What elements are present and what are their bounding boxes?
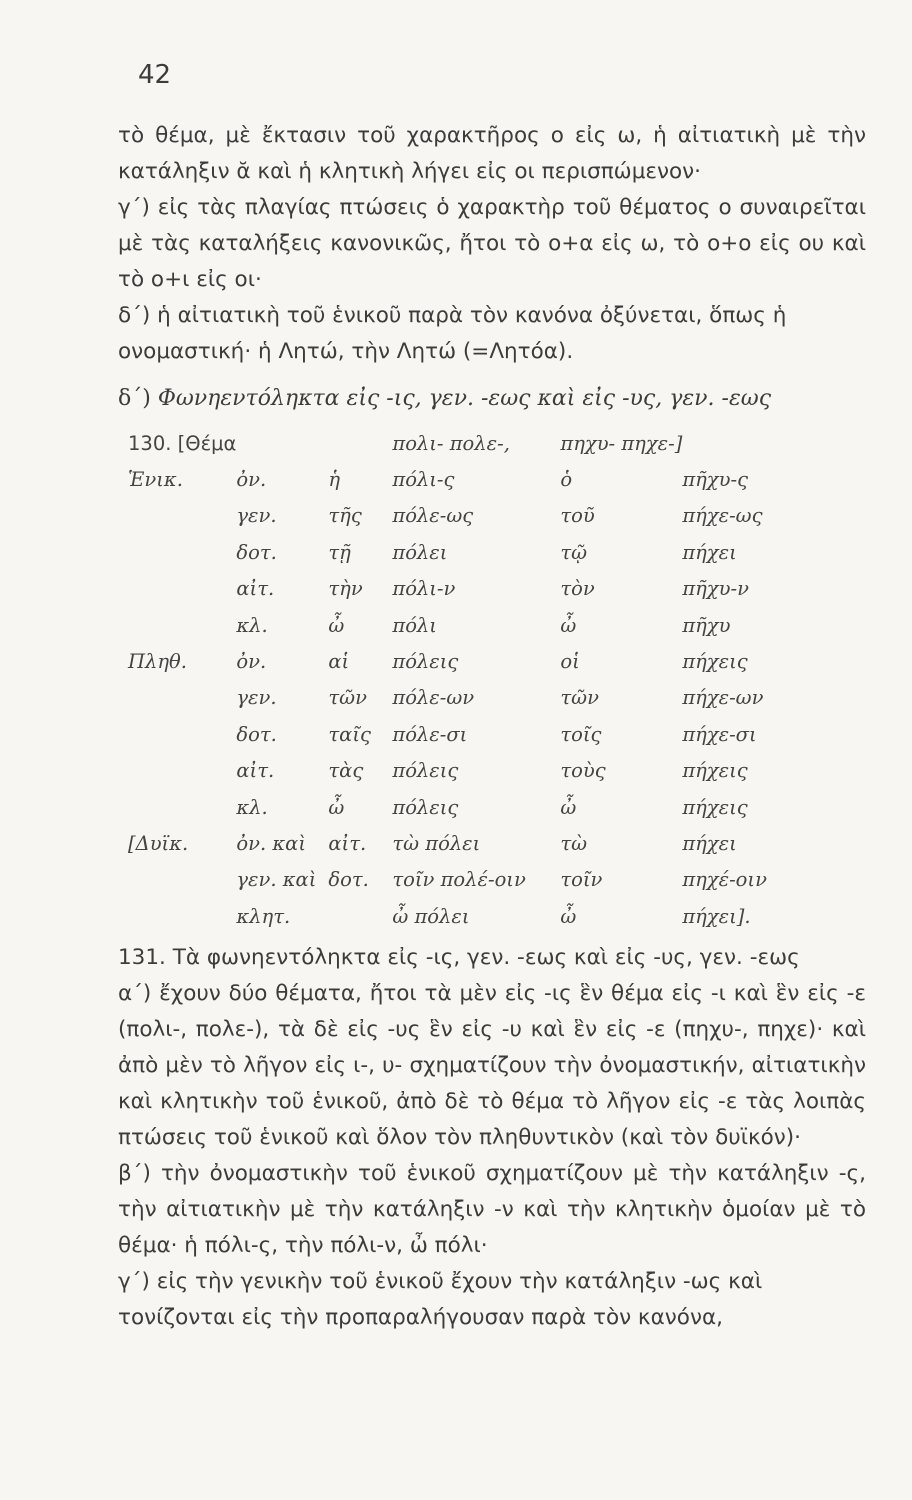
table-cell — [128, 534, 236, 570]
table-cell: κλητ. — [236, 904, 291, 928]
table-cell: τῶν — [328, 686, 367, 710]
table-row — [128, 534, 842, 570]
table-cell: τοῖς — [560, 722, 602, 746]
table-cell — [128, 716, 236, 752]
table-cell: πόλε-σι — [392, 722, 468, 746]
table-cell: τὴν — [328, 577, 363, 601]
table-cell — [128, 753, 236, 789]
table-cell: κλ. — [236, 613, 268, 637]
page-number: 42 — [138, 60, 172, 90]
table-cell: ὦ — [328, 795, 345, 819]
table-cell: πόλι — [392, 613, 437, 637]
table-cell: πόλεις — [392, 759, 459, 783]
table-cell: γεν. — [236, 504, 277, 528]
table-cell: πηχυ- πηχε-] — [560, 431, 683, 455]
table-cell: Πληθ. — [128, 650, 187, 674]
table-row — [128, 716, 842, 752]
table-row — [128, 461, 842, 497]
table-row — [128, 753, 842, 789]
table-cell: οἱ — [560, 650, 580, 674]
table-cell: τῶν — [560, 686, 599, 710]
table-cell: ὀν. — [236, 650, 267, 674]
table-cell: τῆς — [328, 504, 362, 528]
table-cell: γεν. — [236, 686, 277, 710]
intro-paragraph: γ΄) εἰς τὰς πλαγίας πτώσεις ὁ χαρακτὴρ τοῦ θέματος ο συναιρεῖται μὲ τὰς καταλήξεις κανονικῶς, ἤτοι τὸ ο+α εἰς ω, τὸ ο+ο εἰς ου καὶ τὸ ο+ι εἰς οι· — [118, 195, 866, 292]
table-cell: πήχε-σι — [682, 722, 757, 746]
table-cell: ὦ — [328, 613, 345, 637]
table-cell: αἱ — [328, 650, 350, 674]
intro-text — [118, 118, 866, 370]
table-cell: ὦ — [560, 904, 577, 928]
table-cell: πόλι-ν — [392, 577, 456, 601]
table-cell: τοῦ — [560, 504, 595, 528]
body-paragraph: 131. Τὰ φωνηεντόληκτα εἰς -ις, γεν. -εως καὶ εἰς -υς, γεν. -εως — [118, 945, 800, 970]
table-cell: ἡ — [328, 468, 341, 492]
table-cell: πῆχυ — [682, 613, 731, 637]
table-cell: ταῖς — [328, 722, 371, 746]
body-paragraph: γ΄) εἰς τὴν γενικὴν τοῦ ἑνικοῦ ἔχουν τὴν κατάληξιν -ως καὶ τονίζονται εἰς τὴν προπαραλήγουσαν παρὰ τὸν κανόνα, — [118, 1269, 763, 1330]
table-cell — [328, 425, 392, 461]
table-cell — [128, 607, 236, 643]
table-cell: πήχε-ων — [682, 686, 764, 710]
section-heading-prefix: δ΄) — [118, 386, 151, 411]
table-cell: ὁ — [560, 468, 573, 492]
table-cell: γεν. καὶ — [236, 868, 317, 892]
body-paragraph: β΄) τὴν ὀνομαστικὴν τοῦ ἑνικοῦ σχηματίζουν μὲ τὴν κατάληξιν -ς, τὴν αἰτιατικὴν μὲ τὴν κατάληξιν -ν καὶ τὴν κλητικὴν ὁμοίαν μὲ τὸ θέμα· ἡ πόλι-ς, τὴν πόλι-ν, ὦ πόλι· — [118, 1161, 866, 1258]
table-cell: τῇ — [328, 540, 351, 564]
table-cell — [236, 425, 328, 461]
table-cell — [128, 498, 236, 534]
table-cell: πῆχυ-ς — [682, 468, 748, 492]
table-cell: πήχεις — [682, 795, 748, 819]
table-cell: τοῖν πολέ-οιν — [392, 868, 526, 892]
table-cell: πόλει — [392, 540, 448, 564]
table-cell: τοῖν — [560, 868, 603, 892]
table-cell: Ἑνικ. — [128, 468, 183, 492]
section-heading-text: Φωνηεντόληκτα εἰς -ις, γεν. -εως καὶ εἰς -υς, γεν. -εως — [157, 386, 772, 411]
declension-table — [128, 425, 842, 934]
table-cell — [128, 862, 236, 898]
table-cell: τοὺς — [560, 759, 606, 783]
table-cell: τὼ — [560, 831, 588, 855]
table-row — [128, 643, 842, 679]
table-cell: δοτ. — [328, 868, 369, 892]
table-cell: αἰτ. — [236, 759, 275, 783]
table-cell: πήχει]. — [682, 904, 751, 928]
table-cell: ὦ — [560, 613, 577, 637]
table-cell: πόλεις — [392, 650, 459, 674]
table-row — [128, 571, 842, 607]
table-row — [128, 825, 842, 861]
table-row — [128, 862, 842, 898]
table-cell: πήχεις — [682, 759, 748, 783]
table-cell — [128, 571, 236, 607]
table-row — [128, 607, 842, 643]
table-cell: πήχει — [682, 831, 737, 855]
table-cell: ὀν. καὶ — [236, 831, 306, 855]
table-row — [128, 498, 842, 534]
table-cell: πόλε-ων — [392, 686, 475, 710]
table-cell — [128, 680, 236, 716]
table-cell: πολι- πολε-, — [392, 431, 510, 455]
table-cell: τὰς — [328, 759, 364, 783]
table-cell: αἰτ. — [236, 577, 275, 601]
table-cell: πῆχυ-ν — [682, 577, 749, 601]
table-cell: πόλι-ς — [392, 468, 455, 492]
table-row — [128, 425, 842, 461]
body-text — [118, 940, 866, 1336]
table-cell: πήχε-ως — [682, 504, 763, 528]
table-cell: τὼ πόλει — [392, 831, 481, 855]
table-cell: ὦ — [560, 795, 577, 819]
table-cell: πόλεις — [392, 795, 459, 819]
table-cell: τὸν — [560, 577, 595, 601]
section-heading — [118, 386, 771, 411]
table-cell — [328, 898, 392, 934]
body-paragraph: α΄) ἔχουν δύο θέματα, ἤτοι τὰ μὲν εἰς -ις ἓν θέμα εἰς -ι καὶ ἓν εἰς -ε (πολι-, πολε-), τὰ δὲ εἰς -υς ἓν εἰς -υ καὶ ἓν εἰς -ε (πηχυ-, πηχε)· καὶ ἀπὸ μὲν τὸ λῆγον εἰς ι-, υ- σχηματίζουν τὴν ὀνομαστικήν, αἰτιατικὴν καὶ κλητικὴν τοῦ ἑνικοῦ, ἀπὸ δὲ τὸ θέμα τὸ λῆγον εἰς -ε τὰς λοιπὰς πτώσεις τοῦ ἑνικοῦ καὶ ὅλον τὸν πληθυντικὸν (καὶ τὸν δυϊκόν)· — [118, 981, 866, 1150]
table-cell: κλ. — [236, 795, 268, 819]
table-cell: ὦ πόλει — [392, 904, 470, 928]
table-cell: δοτ. — [236, 722, 277, 746]
table-cell — [682, 425, 842, 461]
table-cell: πόλε-ως — [392, 504, 474, 528]
table-cell — [128, 898, 236, 934]
table-row — [128, 680, 842, 716]
table-row — [128, 898, 842, 934]
intro-paragraph: τὸ θέμα, μὲ ἔκτασιν τοῦ χαρακτῆρος ο εἰς ω, ἡ αἰτιατικὴ μὲ τὴν κατάληξιν ᾰ καὶ ἡ κλητικὴ λήγει εἰς οι περισπώμενον· — [118, 123, 866, 184]
table-cell: τῷ — [560, 540, 588, 564]
table-cell: πήχεις — [682, 650, 748, 674]
table-cell: δοτ. — [236, 540, 277, 564]
table-cell — [128, 789, 236, 825]
table-cell: ὀν. — [236, 468, 267, 492]
table-cell: πηχέ-οιν — [682, 868, 767, 892]
table-cell: [Δυϊκ. — [128, 831, 189, 855]
table-row — [128, 789, 842, 825]
table-cell: πήχει — [682, 540, 737, 564]
intro-paragraph: δ΄) ἡ αἰτιατικὴ τοῦ ἑνικοῦ παρὰ τὸν κανόνα ὀξύνεται, ὅπως ἡ ονομαστική· ἡ Λητώ, τὴν Λητώ (=Λητόα). — [118, 303, 787, 364]
table-cell: αἰτ. — [328, 831, 367, 855]
table-cell: 130. [Θέμα — [128, 431, 237, 455]
